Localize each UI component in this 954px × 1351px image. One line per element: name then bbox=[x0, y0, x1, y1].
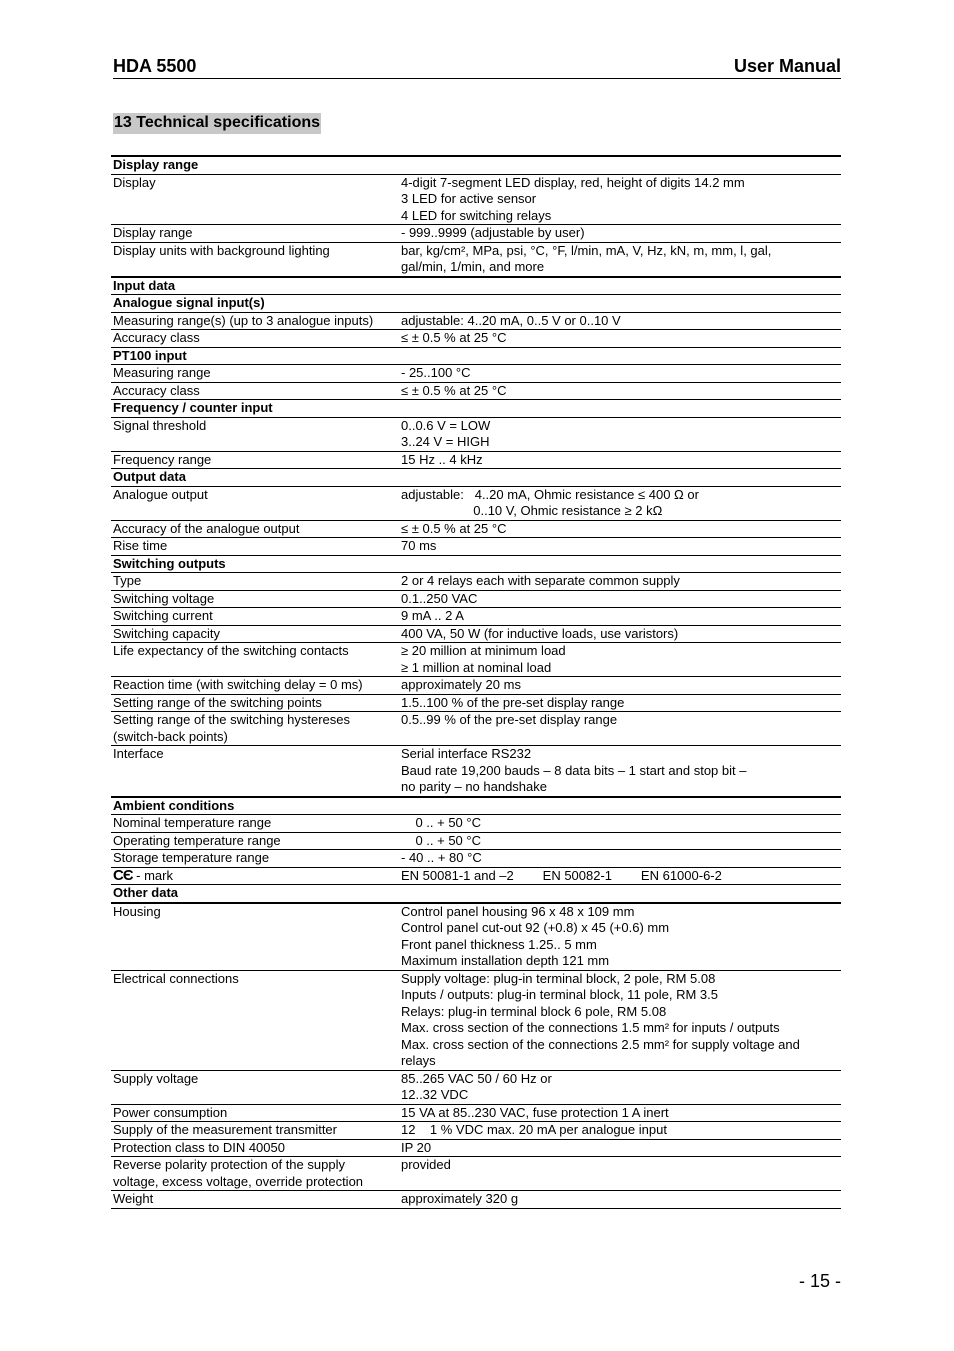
spec-label bbox=[111, 382, 399, 400]
spec-value-text: - 25..100 °C bbox=[401, 365, 471, 380]
spec-label bbox=[111, 365, 399, 383]
spec-label bbox=[111, 573, 399, 591]
spec-label-text: Accuracy of the analogue output bbox=[113, 520, 300, 536]
spec-label-text: Switching outputs bbox=[113, 555, 226, 571]
spec-value bbox=[399, 712, 841, 746]
spec-label-text: Output data bbox=[113, 469, 186, 484]
spec-row bbox=[111, 1104, 841, 1122]
spec-label bbox=[111, 643, 399, 677]
spec-row bbox=[111, 1191, 841, 1209]
spec-value bbox=[399, 797, 841, 815]
spec-label-text: Storage temperature range bbox=[113, 850, 270, 865]
spec-label bbox=[111, 1070, 399, 1104]
spec-value bbox=[399, 555, 841, 573]
spec-value bbox=[399, 538, 841, 556]
spec-label bbox=[111, 469, 399, 487]
spec-value-text: 1.5..100 % of the pre-set display range bbox=[401, 694, 625, 710]
spec-group-row bbox=[111, 797, 841, 815]
spec-label bbox=[111, 242, 399, 277]
spec-label-text: Display range bbox=[113, 225, 193, 240]
spec-value bbox=[399, 867, 841, 885]
spec-row bbox=[111, 312, 841, 330]
spec-label-text: Protection class to DIN 40050 bbox=[113, 1139, 285, 1155]
spec-value bbox=[399, 885, 841, 903]
spec-label bbox=[111, 347, 399, 365]
spec-row bbox=[111, 590, 841, 608]
spec-value bbox=[399, 242, 841, 277]
spec-row bbox=[111, 850, 841, 868]
spec-label-text: Operating temperature range bbox=[113, 832, 281, 848]
spec-row bbox=[111, 746, 841, 797]
spec-value bbox=[399, 347, 841, 365]
spec-row bbox=[111, 538, 841, 556]
spec-label-text: Switching capacity bbox=[113, 625, 220, 641]
spec-label-text: Display range bbox=[113, 157, 199, 172]
spec-value bbox=[399, 365, 841, 383]
spec-label-text: Display units with background lighting bbox=[113, 242, 330, 258]
spec-label bbox=[111, 538, 399, 556]
spec-value bbox=[399, 694, 841, 712]
spec-value-text: 70 ms bbox=[401, 538, 437, 553]
spec-label bbox=[111, 885, 399, 903]
spec-value bbox=[399, 677, 841, 695]
spec-value-text: 400 VA, 50 W (for inductive loads, use varistors) bbox=[401, 625, 679, 641]
spec-value bbox=[399, 608, 841, 626]
spec-label-text: PT100 input bbox=[113, 347, 187, 363]
spec-value bbox=[399, 1122, 841, 1140]
spec-value-text: ≤ ± 0.5 % at 25 °C bbox=[401, 520, 507, 536]
spec-label-text: Ambient conditions bbox=[113, 797, 235, 813]
spec-label bbox=[111, 277, 399, 295]
spec-row bbox=[111, 1122, 841, 1140]
spec-row bbox=[111, 1139, 841, 1157]
spec-value bbox=[399, 520, 841, 538]
spec-label-text: Reverse polarity protection of the supply voltage, excess voltage, override protection bbox=[113, 1157, 364, 1189]
spec-label bbox=[111, 156, 399, 174]
spec-value-text: 0 .. + 50 °C bbox=[401, 815, 481, 830]
spec-label-text: Weight bbox=[113, 1191, 154, 1206]
spec-subgroup-row bbox=[111, 347, 841, 365]
spec-label-text: Supply voltage bbox=[113, 1070, 199, 1086]
spec-value bbox=[399, 590, 841, 608]
page-header bbox=[113, 56, 841, 79]
spec-value bbox=[399, 625, 841, 643]
spec-row bbox=[111, 625, 841, 643]
spec-label bbox=[111, 1139, 399, 1157]
spec-label-text: Setting range of the switching points bbox=[113, 694, 322, 710]
spec-label-text: Analogue signal input(s) bbox=[113, 295, 265, 310]
spec-value-text: approximately 20 ms bbox=[401, 677, 521, 692]
spec-row bbox=[111, 382, 841, 400]
spec-row bbox=[111, 225, 841, 243]
spec-row bbox=[111, 832, 841, 850]
spec-subgroup-row bbox=[111, 295, 841, 313]
spec-value bbox=[399, 850, 841, 868]
spec-value-text: 15 Hz .. 4 kHz bbox=[401, 451, 483, 467]
spec-value bbox=[399, 330, 841, 348]
spec-row bbox=[111, 174, 841, 225]
spec-label-text: Electrical connections bbox=[113, 970, 239, 986]
spec-value bbox=[399, 1139, 841, 1157]
spec-value-text: Serial interface RS232 Baud rate 19,200 bauds – 8 data bits – 1 start and stop bit – no parity – no handshake bbox=[401, 746, 747, 794]
spec-value bbox=[399, 746, 841, 797]
spec-value bbox=[399, 573, 841, 591]
spec-value-text: adjustable: 4..20 mA, 0..5 V or 0..10 V bbox=[401, 312, 621, 328]
section-title: 13 Technical specifications bbox=[113, 113, 321, 134]
spec-label-text: Switching current bbox=[113, 608, 213, 623]
spec-label-text: Display bbox=[113, 174, 156, 190]
spec-label-text: Reaction time (with switching delay = 0 ms) bbox=[113, 677, 363, 692]
spec-row bbox=[111, 417, 841, 451]
spec-value bbox=[399, 277, 841, 295]
spec-label bbox=[111, 712, 399, 746]
spec-row bbox=[111, 677, 841, 695]
spec-row bbox=[111, 451, 841, 469]
spec-row bbox=[111, 694, 841, 712]
spec-label bbox=[111, 746, 399, 797]
spec-label-text: - mark bbox=[132, 867, 173, 883]
spec-label-text: Rise time bbox=[113, 538, 168, 553]
spec-value bbox=[399, 486, 841, 520]
spec-value bbox=[399, 1191, 841, 1209]
spec-value-text: IP 20 bbox=[401, 1139, 432, 1155]
spec-value bbox=[399, 643, 841, 677]
document-title: HDA 5500 bbox=[113, 56, 197, 76]
spec-label bbox=[111, 608, 399, 626]
spec-value-text: bar, kg/cm², MPa, psi, °C, °F, l/min, mA, V, Hz, kN, m, mm, l, gal, gal/min, 1/min, and more bbox=[401, 242, 772, 274]
spec-label bbox=[111, 1104, 399, 1122]
spec-value bbox=[399, 832, 841, 850]
spec-subgroup-row bbox=[111, 469, 841, 487]
spec-value-text: 12 1 % VDC max. 20 mA per analogue input bbox=[401, 1122, 667, 1137]
spec-value bbox=[399, 400, 841, 418]
spec-row bbox=[111, 486, 841, 520]
spec-value-text: 2 or 4 relays each with separate common supply bbox=[401, 573, 680, 588]
spec-label bbox=[111, 312, 399, 330]
spec-label bbox=[111, 174, 399, 225]
spec-row bbox=[111, 1070, 841, 1104]
spec-value-text: 15 VA at 85..230 VAC, fuse protection 1 A inert bbox=[401, 1104, 669, 1120]
spec-value bbox=[399, 417, 841, 451]
spec-value bbox=[399, 1070, 841, 1104]
spec-label bbox=[111, 1191, 399, 1209]
spec-label bbox=[111, 903, 399, 971]
spec-subgroup-row bbox=[111, 400, 841, 418]
spec-label-text: Accuracy class bbox=[113, 330, 200, 345]
spec-value-text: approximately 320 g bbox=[401, 1191, 519, 1206]
spec-value-text: ≤ ± 0.5 % at 25 °C bbox=[401, 382, 507, 398]
spec-row bbox=[111, 903, 841, 971]
spec-label-text: Interface bbox=[113, 746, 164, 761]
spec-row bbox=[111, 970, 841, 1070]
spec-value-text: 0..0.6 V = LOW 3..24 V = HIGH bbox=[401, 417, 491, 449]
spec-value bbox=[399, 382, 841, 400]
spec-value bbox=[399, 469, 841, 487]
spec-label bbox=[111, 694, 399, 712]
spec-label-text: Switching voltage bbox=[113, 590, 215, 606]
spec-row bbox=[111, 712, 841, 746]
spec-label-text: Housing bbox=[113, 903, 161, 919]
spec-label bbox=[111, 815, 399, 833]
spec-value-text: Supply voltage: plug-in terminal block, 2 pole, RM 5.08 Inputs / outputs: plug-in terminal block, 11 pole, RM 3.5 Relays: plug-in terminal block 6 pole, RM 5.08 Max. cross section of the connections 1.5 mm² for inputs / outputs Max. cross section of the connections 2.5 mm² for supply voltage and relays bbox=[401, 970, 800, 1068]
spec-value bbox=[399, 295, 841, 313]
spec-value-text: 0 .. + 50 °C bbox=[401, 832, 481, 848]
spec-label-text: Setting range of the switching hystereses (switch-back points) bbox=[113, 712, 351, 744]
spec-row bbox=[111, 573, 841, 591]
spec-label bbox=[111, 1157, 399, 1191]
spec-value bbox=[399, 1157, 841, 1191]
spec-value-text: EN 50081-1 and –2 EN 50082-1 EN 61000-6-2 bbox=[401, 867, 722, 883]
spec-value-text: - 999..9999 (adjustable by user) bbox=[401, 225, 585, 240]
spec-label bbox=[111, 625, 399, 643]
spec-label bbox=[111, 451, 399, 469]
spec-label-text: Supply of the measurement transmitter bbox=[113, 1122, 337, 1137]
spec-label-text: Frequency / counter input bbox=[113, 400, 273, 415]
spec-label-text: Other data bbox=[113, 885, 179, 900]
spec-label-text: Life expectancy of the switching contacts bbox=[113, 643, 349, 658]
spec-label bbox=[111, 417, 399, 451]
spec-label-text: Nominal temperature range bbox=[113, 815, 272, 830]
spec-label bbox=[111, 590, 399, 608]
ce-mark-icon: CЄ bbox=[113, 866, 133, 884]
spec-row bbox=[111, 330, 841, 348]
spec-row bbox=[111, 608, 841, 626]
spec-subgroup-row bbox=[111, 885, 841, 903]
spec-value bbox=[399, 312, 841, 330]
spec-value-text: provided bbox=[401, 1157, 451, 1172]
spec-value bbox=[399, 903, 841, 971]
spec-label bbox=[111, 400, 399, 418]
spec-label bbox=[111, 1122, 399, 1140]
spec-value bbox=[399, 174, 841, 225]
spec-label bbox=[111, 295, 399, 313]
spec-group-row bbox=[111, 156, 841, 174]
spec-label bbox=[111, 850, 399, 868]
spec-value bbox=[399, 815, 841, 833]
spec-group-row bbox=[111, 277, 841, 295]
spec-value bbox=[399, 225, 841, 243]
spec-row bbox=[111, 643, 841, 677]
document-type: User Manual bbox=[733, 56, 841, 76]
spec-value-text: - 40 .. + 80 °C bbox=[401, 850, 482, 865]
spec-label-text: Frequency range bbox=[113, 451, 212, 467]
spec-label bbox=[111, 225, 399, 243]
spec-subgroup-row bbox=[111, 555, 841, 573]
spec-value-text: Control panel housing 96 x 48 x 109 mm Control panel cut-out 92 (+0.8) x 45 (+0.6) mm Front panel thickness 1.25.. 5 mm Maximum installation depth 121 mm bbox=[401, 903, 670, 968]
spec-value-text: adjustable: 4..20 mA, Ohmic resistance ≤ 400 Ω or 0..10 V, Ohmic resistance ≥ 2 kΩ bbox=[401, 486, 699, 518]
spec-row bbox=[111, 242, 841, 277]
spec-label-text: Input data bbox=[113, 277, 176, 293]
spec-label-text: Measuring range(s) (up to 3 analogue inputs) bbox=[113, 312, 374, 328]
spec-row bbox=[111, 365, 841, 383]
spec-row bbox=[111, 867, 841, 885]
spec-value-text: 0.1..250 VAC bbox=[401, 590, 478, 606]
spec-value-text: 85..265 VAC 50 / 60 Hz or 12..32 VDC bbox=[401, 1070, 552, 1102]
page-number: - 15 - bbox=[798, 1271, 841, 1291]
spec-table-body bbox=[111, 156, 841, 1208]
spec-label bbox=[111, 797, 399, 815]
spec-label bbox=[111, 832, 399, 850]
spec-row bbox=[111, 1157, 841, 1191]
spec-value bbox=[399, 970, 841, 1070]
spec-value bbox=[399, 1104, 841, 1122]
spec-label-text: Accuracy class bbox=[113, 382, 200, 398]
spec-label bbox=[111, 520, 399, 538]
spec-label bbox=[111, 677, 399, 695]
spec-value-text: 0.5..99 % of the pre-set display range bbox=[401, 712, 618, 727]
spec-value-text: 4-digit 7-segment LED display, red, height of digits 14.2 mm 3 LED for active sensor 4 LED for switching relays bbox=[401, 174, 745, 223]
spec-label-text: Measuring range bbox=[113, 365, 211, 380]
spec-value-text: 9 mA .. 2 A bbox=[401, 608, 464, 623]
spec-value-text: ≤ ± 0.5 % at 25 °C bbox=[401, 330, 507, 345]
spec-label bbox=[111, 486, 399, 520]
spec-label-text: Power consumption bbox=[113, 1104, 228, 1120]
spec-label bbox=[111, 555, 399, 573]
spec-label-text: Analogue output bbox=[113, 486, 208, 502]
spec-label-text: Type bbox=[113, 573, 142, 588]
spec-label bbox=[111, 330, 399, 348]
spec-value-text: ≥ 20 million at minimum load ≥ 1 million at nominal load bbox=[401, 643, 566, 675]
spec-row bbox=[111, 520, 841, 538]
spec-value bbox=[399, 156, 841, 174]
spec-label bbox=[111, 970, 399, 1070]
spec-label-text: Signal threshold bbox=[113, 417, 207, 433]
spec-label bbox=[111, 867, 399, 885]
spec-value bbox=[399, 451, 841, 469]
spec-table bbox=[111, 155, 841, 1209]
spec-row bbox=[111, 815, 841, 833]
